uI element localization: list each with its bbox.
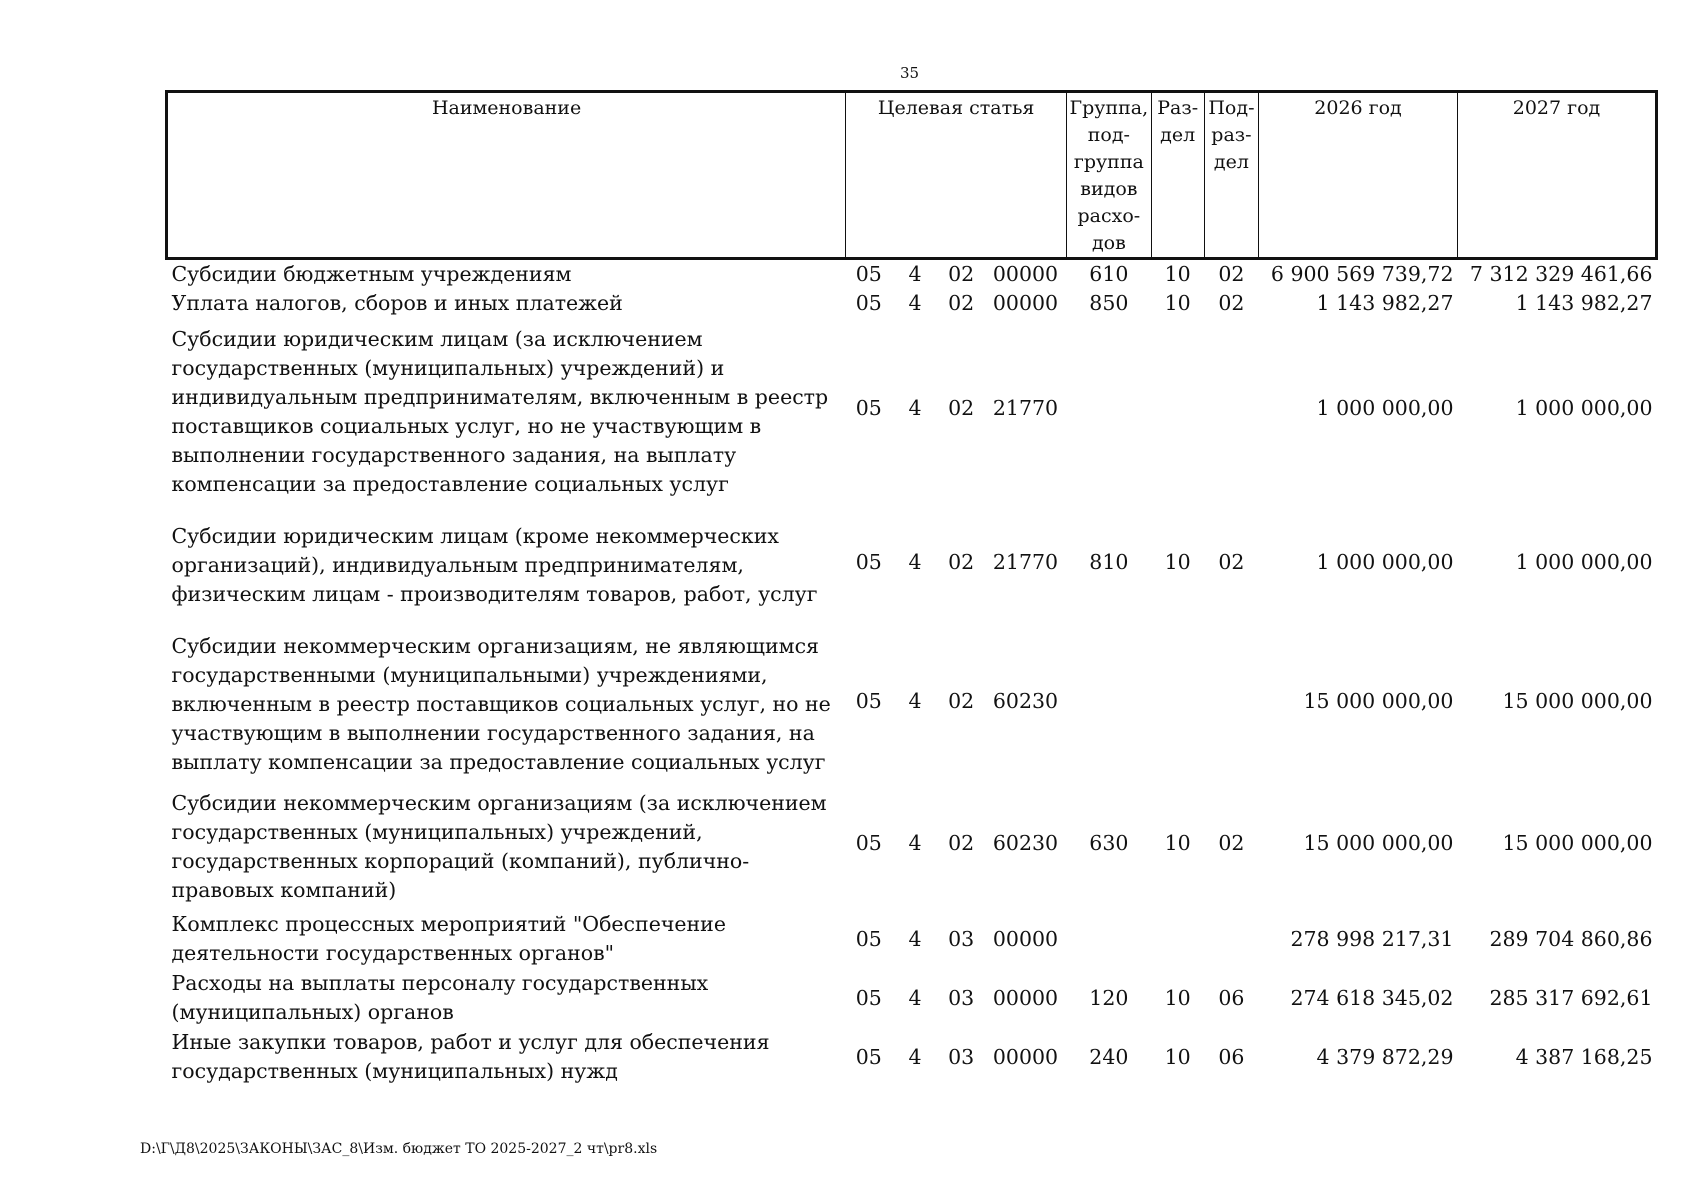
row-amount-2027: 15 000 000,00 bbox=[1502, 831, 1653, 855]
table-row bbox=[167, 259, 1657, 290]
row-subsection: 02 bbox=[1218, 831, 1245, 855]
row-amount-2026: 1 000 000,00 bbox=[1316, 396, 1454, 420]
row-code-3: 02 bbox=[948, 688, 975, 713]
table-row bbox=[167, 968, 1657, 1028]
row-subsection bbox=[1204, 625, 1258, 777]
table-row bbox=[167, 1028, 1657, 1086]
row-name: Уплата налогов, сборов и иных платежей bbox=[171, 291, 623, 315]
row-group bbox=[1067, 910, 1151, 968]
table-row bbox=[167, 499, 1657, 625]
row-code-3: 03 bbox=[948, 985, 975, 1010]
row-code-3: 02 bbox=[948, 262, 975, 286]
row-code-1: 05 bbox=[855, 262, 882, 286]
row-amount-2027: 289 704 860,86 bbox=[1489, 926, 1653, 951]
row-code-2: 4 bbox=[908, 985, 922, 1010]
row-amount-2027: 285 317 692,61 bbox=[1489, 985, 1653, 1010]
row-code-2: 4 bbox=[908, 396, 922, 420]
row-group: 120 bbox=[1089, 985, 1129, 1010]
row-group: 630 bbox=[1089, 831, 1129, 855]
row-code-1: 05 bbox=[855, 549, 882, 574]
table-row bbox=[167, 625, 1657, 777]
row-amount-2027: 7 312 329 461,66 bbox=[1469, 262, 1653, 286]
header-year-2027: 2027 год bbox=[1457, 92, 1656, 259]
row-section: 10 bbox=[1164, 291, 1191, 315]
row-code-1: 05 bbox=[855, 1044, 882, 1069]
budget-table bbox=[165, 90, 1658, 1086]
row-code-3: 03 bbox=[948, 926, 975, 951]
row-amount-2027: 15 000 000,00 bbox=[1502, 688, 1653, 713]
row-code-2: 4 bbox=[908, 262, 922, 286]
row-name: Комплекс процессных мероприятий "Обеспечение деятельности государственных органов" bbox=[171, 912, 726, 965]
row-name: Субсидии юридическим лицам (за исключением государственных (муниципальных) учреждений) и индивидуальным предпринимателям, включенным в реестр поставщиков социальных услуг, но не участвующим в выполнении государственного задания, на выплату компенсации за предоставление социальных услуг bbox=[171, 326, 829, 496]
row-code-4: 21770 bbox=[992, 549, 1059, 574]
row-code-4: 21770 bbox=[992, 396, 1059, 420]
footer-file-path: D:\Г\Д8\2025\ЗАКОНЫ\ЗАС_8\Изм. бюджет ТО 2025-2027_2 чт\pr8.xls bbox=[140, 1141, 658, 1157]
row-group bbox=[1067, 625, 1151, 777]
row-amount-2026: 15 000 000,00 bbox=[1303, 831, 1454, 855]
row-code-3: 03 bbox=[948, 1044, 975, 1069]
row-group: 240 bbox=[1089, 1044, 1129, 1069]
row-code-3: 02 bbox=[948, 549, 975, 574]
header-group: Группа, под-группа видов расхо-дов bbox=[1067, 92, 1151, 259]
row-code-2: 4 bbox=[908, 926, 922, 951]
row-group: 850 bbox=[1089, 291, 1129, 315]
header-section: Раз-дел bbox=[1151, 92, 1204, 259]
budget-table-frame bbox=[165, 90, 1658, 1086]
row-code-4: 60230 bbox=[992, 831, 1059, 855]
row-code-3: 02 bbox=[948, 831, 975, 855]
row-code-4: 00000 bbox=[992, 926, 1059, 951]
row-code-2: 4 bbox=[908, 549, 922, 574]
row-code-1: 05 bbox=[855, 396, 882, 420]
row-code-1: 05 bbox=[855, 688, 882, 713]
row-name: Субсидии бюджетным учреждениям bbox=[171, 262, 572, 286]
row-group bbox=[1067, 318, 1151, 499]
row-name: Субсидии некоммерческим организациям, не являющимся государственными (муниципальными) учреждениями, включенным в реестр поставщиков социальных услуг, но не участвующим в выполнении государственного задания, на выплату компенсации за предоставление социальных услуг bbox=[171, 633, 831, 774]
row-code-4: 00000 bbox=[992, 985, 1059, 1010]
row-code-4: 60230 bbox=[992, 688, 1059, 713]
row-code-1: 05 bbox=[855, 831, 882, 855]
row-code-2: 4 bbox=[908, 688, 922, 713]
row-code-2: 4 bbox=[908, 831, 922, 855]
table-row bbox=[167, 910, 1657, 968]
row-subsection bbox=[1204, 910, 1258, 968]
row-subsection: 06 bbox=[1218, 985, 1245, 1010]
row-amount-2027: 1 000 000,00 bbox=[1515, 396, 1653, 420]
row-code-3: 02 bbox=[948, 291, 975, 315]
row-amount-2027: 4 387 168,25 bbox=[1515, 1044, 1653, 1069]
row-amount-2027: 1 143 982,27 bbox=[1515, 291, 1653, 315]
header-target: Целевая статья bbox=[846, 92, 1067, 259]
row-code-2: 4 bbox=[908, 1044, 922, 1069]
row-code-1: 05 bbox=[855, 926, 882, 951]
row-section: 10 bbox=[1164, 985, 1191, 1010]
row-amount-2026: 4 379 872,29 bbox=[1316, 1044, 1454, 1069]
row-code-1: 05 bbox=[855, 985, 882, 1010]
row-amount-2026: 6 900 569 739,72 bbox=[1270, 262, 1454, 286]
row-code-3: 02 bbox=[948, 396, 975, 420]
table-row bbox=[167, 777, 1657, 910]
row-subsection: 06 bbox=[1218, 1044, 1245, 1069]
row-code-2: 4 bbox=[908, 291, 922, 315]
row-section bbox=[1151, 910, 1204, 968]
table-header-row bbox=[167, 92, 1657, 259]
row-section bbox=[1151, 625, 1204, 777]
row-group: 610 bbox=[1089, 262, 1129, 286]
row-amount-2026: 278 998 217,31 bbox=[1290, 926, 1454, 951]
row-amount-2027: 1 000 000,00 bbox=[1515, 549, 1653, 574]
row-name: Иные закупки товаров, работ и услуг для обеспечения государственных (муниципальных) нужд bbox=[171, 1030, 770, 1083]
row-subsection: 02 bbox=[1218, 291, 1245, 315]
row-amount-2026: 1 000 000,00 bbox=[1316, 549, 1454, 574]
row-subsection bbox=[1204, 318, 1258, 499]
page-number: 35 bbox=[900, 64, 920, 82]
row-code-4: 00000 bbox=[992, 1044, 1059, 1069]
row-subsection: 02 bbox=[1218, 262, 1245, 286]
row-name: Субсидии юридическим лицам (кроме некоммерческих организаций), индивидуальным предпринимателям, физическим лицам - производителям товаров, работ, услуг bbox=[171, 523, 818, 606]
row-name: Субсидии некоммерческим организациям (за исключением государственных (муниципальных) учреждений, государственных корпораций (компаний), публично-правовых компаний) bbox=[171, 790, 827, 902]
row-amount-2026: 15 000 000,00 bbox=[1303, 688, 1454, 713]
row-code-4: 00000 bbox=[992, 291, 1059, 315]
header-name: Наименование bbox=[167, 92, 846, 259]
row-section bbox=[1151, 318, 1204, 499]
row-code-1: 05 bbox=[855, 291, 882, 315]
row-name: Расходы на выплаты персоналу государственных (муниципальных) органов bbox=[171, 971, 709, 1024]
row-section: 10 bbox=[1164, 549, 1191, 574]
row-code-4: 00000 bbox=[992, 262, 1059, 286]
header-subsection: Под-раз-дел bbox=[1204, 92, 1258, 259]
row-amount-2026: 1 143 982,27 bbox=[1316, 291, 1454, 315]
table-row bbox=[167, 318, 1657, 499]
row-group: 810 bbox=[1089, 549, 1129, 574]
row-section: 10 bbox=[1164, 262, 1191, 286]
header-year-2026: 2026 год bbox=[1259, 92, 1458, 259]
row-section: 10 bbox=[1164, 831, 1191, 855]
row-amount-2026: 274 618 345,02 bbox=[1290, 985, 1454, 1010]
table-row bbox=[167, 289, 1657, 318]
row-section: 10 bbox=[1164, 1044, 1191, 1069]
row-subsection: 02 bbox=[1218, 549, 1245, 574]
